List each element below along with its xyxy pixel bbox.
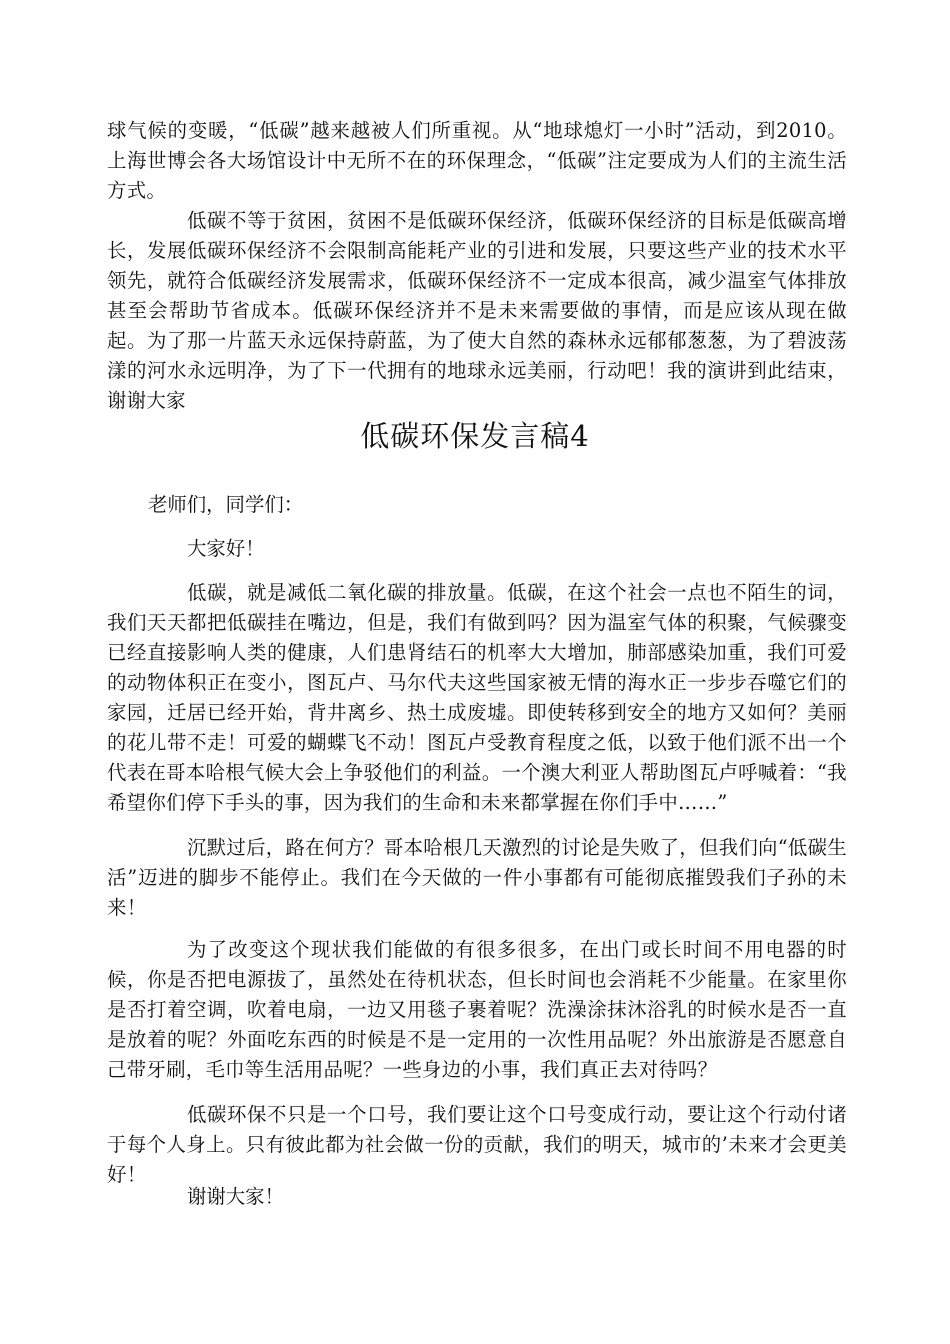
- salutation: 老师们，同学们：: [148, 493, 304, 516]
- paragraph-intro-continuation: 球气候的变暖，“低碳”越来越被人们所重视。从“地球熄灯一小时”活动，到2010。上海世博会各大场馆设计中无所不在的环保理念，“低碳”注定要成为人们的主流生活方式。: [107, 119, 847, 202]
- paragraph-body-2: 沉默过后，路在何方？哥本哈根几天激烈的讨论是失败了，但我们向“低碳生活”迈进的脚步不能停止。我们在今天做的一件小事都有可能彻底摧毁我们子孙的未来！: [107, 836, 848, 919]
- closing: 谢谢大家！: [187, 1185, 284, 1208]
- paragraph-body-4: 低碳环保不只是一个口号，我们要让这个口号变成行动，要让这个行动付诸于每个人身上。只有彼此都为社会做一份的贡献，我们的明天，城市的’未来才会更美好！: [107, 1103, 847, 1186]
- greeting: 大家好！: [187, 537, 265, 560]
- paragraph-body-3: 为了改变这个现状我们能做的有很多很多，在出门或长时间不用电器的时候，你是否把电源拔了，虽然处在待机状态，但长时间也会消耗不少能量。在家里你是否打着空调，吹着电扇，一边又用毯子裹着呢？洗澡涂抹沐浴乳的时候水是否一直是放着的呢？外面吃东西的时候是不是一定用的一次性用品呢？外出旅游是否愿意自己带牙刷，毛巾等生活用品呢？一些身边的小事，我们真正去对待吗？: [107, 938, 847, 1081]
- section-title: 低碳环保发言稿4: [360, 419, 590, 453]
- paragraph-low-carbon-economy: 低碳不等于贫困，贫困不是低碳环保经济，低碳环保经济的目标是低碳高增长，发展低碳环保经济不会限制高能耗产业的引进和发展，只要这些产业的技术水平领先，就符合低碳经济发展需求，低碳环保经济不一定成本很高，减少温室气体排放甚至会帮助节省成本。低碳环保经济并不是未来需要做的事情，而是应该从现在做起。为了那一片蓝天永远保持蔚蓝，为了使大自然的森林永远郁郁葱葱，为了碧波荡漾的河水永远明净，为了下一代拥有的地球永远美丽，行动吧！我的演讲到此结束，谢谢大家: [107, 209, 847, 412]
- paragraph-body-1: 低碳，就是减低二氧化碳的排放量。低碳，在这个社会一点也不陌生的词，我们天天都把低碳挂在嘴边，但是，我们有做到吗？因为温室气体的积聚，气候骤变已经直接影响人类的健康，人们患肾结石的机率大大增加，肺部感染加重，我们可爱的动物体积正在变小，图瓦卢、马尔代夫这些国家被无情的海水正一步步吞噬它们的家园，迁居已经开始，背井离乡、热土成废墟。即使转移到安全的地方又如何？美丽的花儿带不走！可爱的蝴蝶飞不动！图瓦卢受教育程度之低，以致于他们派不出一个代表在哥本哈根气候大会上争驳他们的利益。一个澳大利亚人帮助图瓦卢呼喊着：“我希望你们停下手头的事，因为我们的生命和未来都掌握在你们手中……”: [107, 581, 847, 814]
